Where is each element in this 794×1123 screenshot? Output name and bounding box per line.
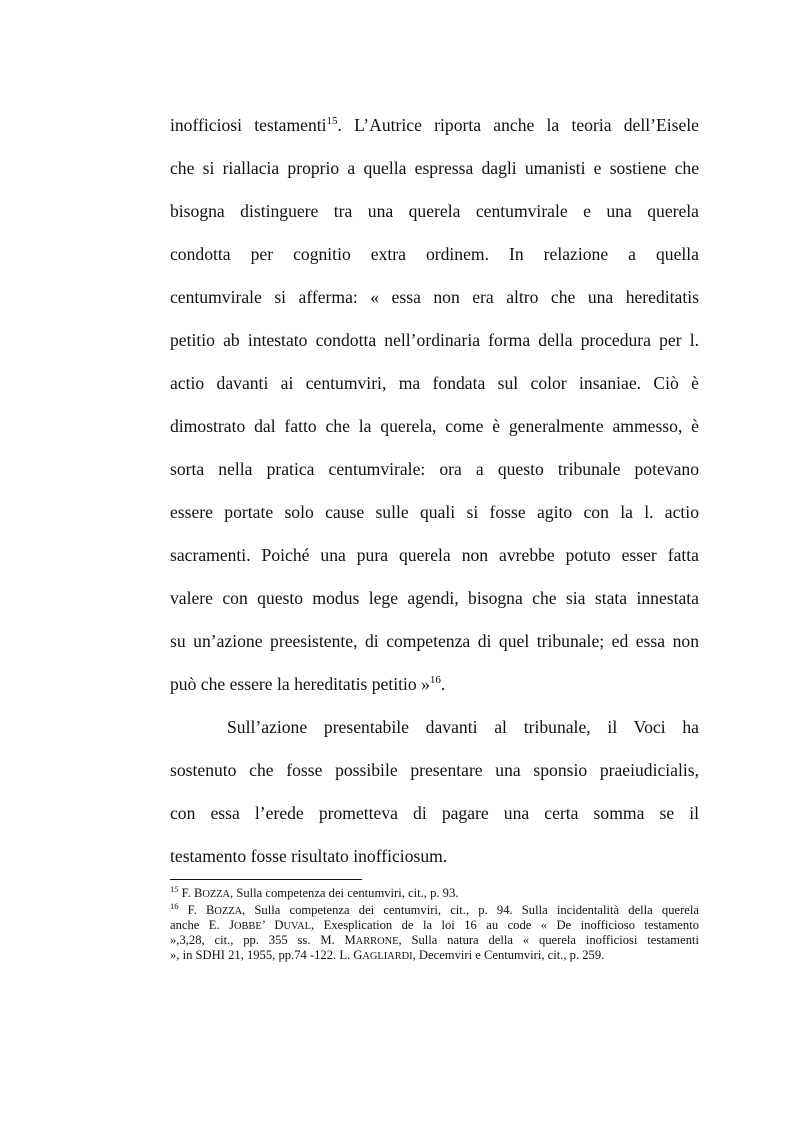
text-line: actio davanti ai centumviri, ma fondata sul color insaniae. Ciò è: [170, 373, 699, 393]
text-run: »,3,28, cit., pp. 355 ss. M. M: [170, 933, 356, 947]
text-line: sostenuto che fosse possibile presentare una sponsio praeiudicialis,: [170, 760, 699, 780]
text-run: , Decemviri e Centumviri, cit., p. 259.: [412, 948, 605, 962]
small-caps-run: UVAL: [283, 921, 312, 932]
text-run: , Sulla competenza dei centumviri, cit., p. 93.: [230, 886, 459, 900]
footnote-16-line: [170, 948, 699, 963]
text-line: bisogna distinguere tra una querela centumvirale e una querela: [170, 201, 699, 221]
text-line: condotta per cognitio extra ordinem. In relazione a quella: [170, 244, 699, 264]
footnote-15: [170, 883, 699, 901]
small-caps-run: OZZA: [214, 906, 243, 917]
footnote-16-line: [170, 933, 699, 948]
text-run: F. B: [178, 886, 203, 900]
text-run: . L’Autrice riporta anche la teoria dell’Eisele: [337, 115, 699, 135]
text-run: F. B: [178, 903, 215, 917]
text-line: centumvirale si afferma: « essa non era altro che una hereditatis: [170, 287, 699, 307]
text-line: petitio ab intestato condotta nell’ordinaria forma della procedura per l.: [170, 330, 699, 350]
text-run: può che essere la hereditatis petitio »: [170, 674, 430, 694]
text-line: sorta nella pratica centumvirale: ora a questo tribunale potevano: [170, 459, 699, 479]
text-run: , Sulla natura della « querela inofficiosi testamenti: [398, 933, 699, 947]
text-line: sacramenti. Poiché una pura querela non avrebbe potuto esser fatta: [170, 545, 699, 565]
text-run: inofficiosi testamenti: [170, 115, 327, 135]
small-caps-run: OZZA: [202, 889, 231, 900]
text-run: anche E. J: [170, 918, 234, 932]
footnote-number: 15: [170, 883, 179, 894]
text-line: che si riallacia proprio a quella espressa dagli umanisti e sostiene che: [170, 158, 699, 178]
footnote-ref-16[interactable]: 16: [429, 674, 441, 687]
text-run: , Sulla competenza dei centumviri, cit., p. 94. Sulla incidentalità della querela: [242, 903, 699, 917]
footnote-number: 16: [170, 900, 179, 911]
text-line: [170, 663, 699, 706]
text-line: testamento fosse risultato inofficiosum.: [170, 846, 448, 866]
text-line: dimostrato dal fatto che la querela, come è generalmente ammesso, è: [170, 416, 699, 436]
footnote-ref-15[interactable]: 15: [326, 115, 338, 128]
small-caps-run: AGLIARDI: [362, 951, 413, 962]
footnote-16-line: [170, 918, 699, 933]
text-line: Sull’azione presentabile davanti al tribunale, il Voci ha: [227, 717, 699, 737]
text-line: su un’azione preesistente, di competenza di quel tribunale; ed essa non: [170, 631, 699, 651]
text-line: con essa l’erede prometteva di pagare una certa somma se il: [170, 803, 699, 823]
text-run: , Exesplication de la loi 16 au code « De inofficioso testamento: [311, 918, 699, 932]
text-run: ’ D: [261, 918, 284, 932]
footnote-separator: [170, 879, 362, 880]
small-caps-run: OBBE: [234, 921, 262, 932]
text-line: [170, 104, 699, 147]
text-run: .: [440, 674, 446, 694]
text-line: valere con questo modus lege agendi, bisogna che sia stata innestata: [170, 588, 699, 608]
footnote-16-line: [170, 900, 699, 918]
text-line: essere portate solo cause sulle quali si fosse agito con la l. actio: [170, 502, 699, 522]
text-run: », in SDHI 21, 1955, pp.74 -122. L. G: [170, 948, 363, 962]
small-caps-run: ARRONE: [355, 936, 399, 947]
